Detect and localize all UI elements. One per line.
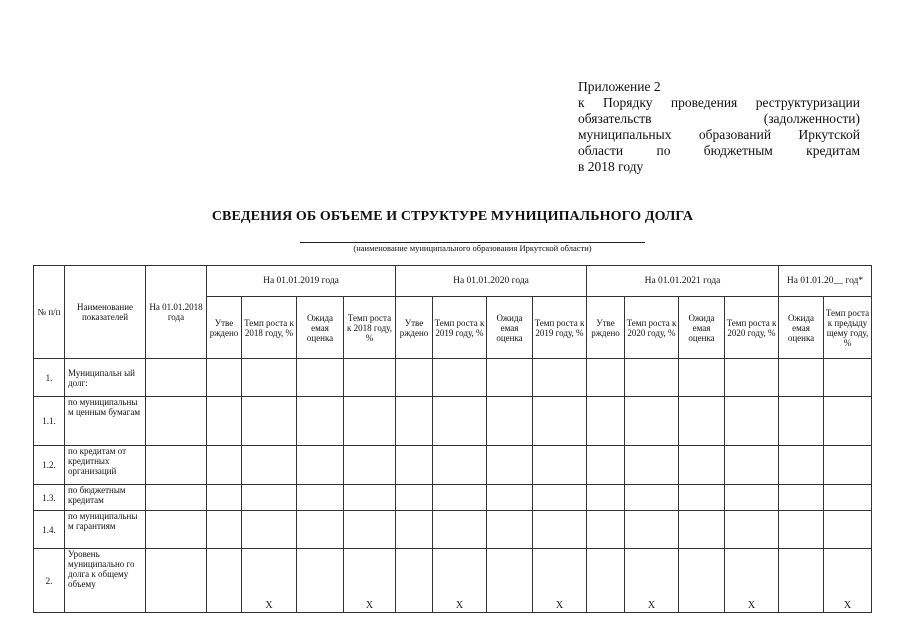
header-num: № п/п — [34, 266, 65, 359]
header-next-expected: Ожида емая оценка — [779, 297, 824, 359]
appendix-line-1: Приложение 2 — [578, 79, 661, 94]
row-num: 1.4. — [34, 511, 65, 549]
table-row — [34, 359, 872, 397]
table-row — [34, 485, 872, 511]
table-row — [34, 446, 872, 485]
header-2020-approved: Утве рждено — [396, 297, 433, 359]
debt-table — [33, 265, 872, 613]
row-name: по кредитам от кредитных организаций — [65, 446, 146, 485]
row-name: Муниципальн ый долг: — [65, 359, 146, 397]
municipality-name-caption: (наименование муниципального образования Иркутской области) — [353, 243, 592, 253]
header-period-2019: На 01.01.2019 года — [207, 266, 396, 297]
row-name: Уровень муниципально го долга к общему объему — [65, 549, 146, 613]
page-title: СВЕДЕНИЯ ОБ ОБЪЕМЕ И СТРУКТУРЕ МУНИЦИПАЛЬНОГО ДОЛГА — [211, 209, 694, 224]
row-num: 1.2. — [34, 446, 65, 485]
header-2021-growth: Темп роста к 2020 году, % — [625, 297, 679, 359]
header-2021-expected: Ожида емая оценка — [679, 297, 725, 359]
appendix-line-4: муниципальных образований Иркутской — [578, 127, 860, 142]
row-name: по муниципальны м ценным бумагам — [65, 397, 146, 446]
appendix-block — [578, 79, 860, 175]
row-num: 1.3. — [34, 485, 65, 511]
header-base-date: На 01.01.2018 года — [146, 266, 207, 359]
row-num: 1.1. — [34, 397, 65, 446]
row-num: 1. — [34, 359, 65, 397]
header-name: Наименование показателей — [65, 266, 146, 359]
row-name: по муниципальны м гарантиям — [65, 511, 146, 549]
x-mark: X — [625, 549, 679, 613]
header-2021-approved: Утве рждено — [587, 297, 625, 359]
header-2019-expected-growth: Темп роста к 2018 году, % — [344, 297, 396, 359]
header-2021-expected-growth: Темп роста к 2020 году, % — [725, 297, 779, 359]
x-mark: X — [433, 549, 487, 613]
x-mark: X — [725, 549, 779, 613]
header-period-next: На 01.01.20__ год* — [779, 266, 872, 297]
header-next-growth: Темп роста к предыду щему году, % — [824, 297, 872, 359]
header-2019-expected: Ожида емая оценка — [297, 297, 344, 359]
row-name: по бюджетным кредитам — [65, 485, 146, 511]
appendix-line-2: к Порядку проведения реструктуризации — [578, 95, 860, 110]
x-mark: X — [824, 549, 872, 613]
appendix-line-3: обязательств (задолженности) — [578, 111, 860, 126]
table-row — [34, 397, 872, 446]
x-mark: X — [533, 549, 587, 613]
header-2019-growth: Темп роста к 2018 году, % — [242, 297, 297, 359]
header-period-2020: На 01.01.2020 года — [396, 266, 587, 297]
header-2019-approved: Утве рждено — [207, 297, 242, 359]
row-num: 2. — [34, 549, 65, 613]
header-2020-expected-growth: Темп роста к 2019 году, % — [533, 297, 587, 359]
x-mark: X — [344, 549, 396, 613]
x-mark: X — [242, 549, 297, 613]
table-row — [34, 511, 872, 549]
header-2020-expected: Ожида емая оценка — [487, 297, 533, 359]
header-2020-growth: Темп роста к 2019 году, % — [433, 297, 487, 359]
header-period-2021: На 01.01.2021 года — [587, 266, 779, 297]
appendix-line-5: области по бюджетным кредитам — [578, 143, 860, 158]
appendix-line-6: в 2018 году — [578, 159, 644, 174]
table-row — [34, 549, 872, 613]
